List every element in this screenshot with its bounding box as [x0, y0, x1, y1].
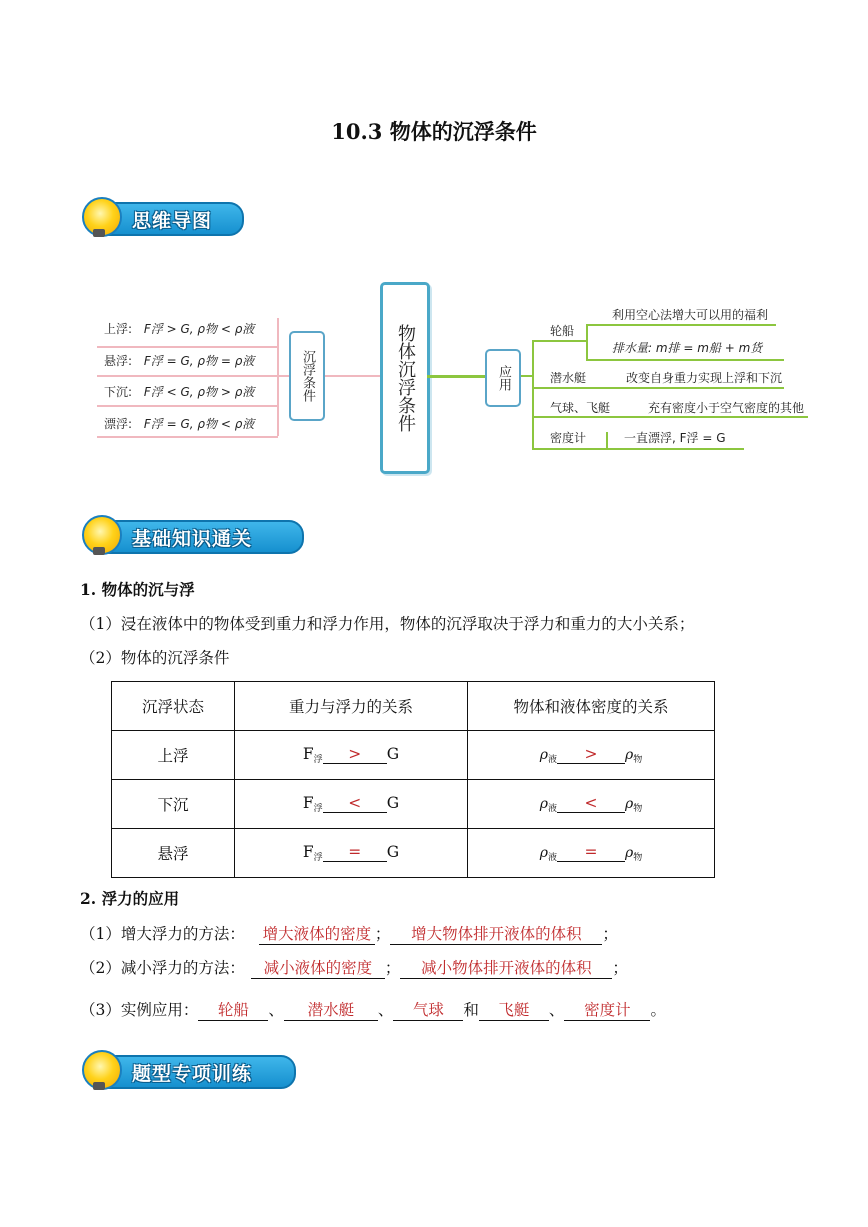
paragraph: （1）浸在液体中的物体受到重力和浮力作用，物体的沉浮取决于浮力和重力的大小关系；: [80, 615, 695, 633]
section-banner-basics: [82, 515, 304, 555]
table-row: [112, 731, 715, 780]
conditions-table: [111, 681, 715, 878]
paragraph-examples: （3）实例应用： 轮船 、 潜水艇 、 气球 和 飞艇 、 密度计 。: [80, 998, 666, 1021]
force-cell: $F_浮 > G$: [235, 731, 468, 780]
answer-blank: >: [557, 745, 625, 764]
mindmap-right-item: 气球、飞艇: [550, 401, 611, 415]
answer-blank: 潜水艇: [284, 998, 378, 1021]
answer-blank: 减小物体排开液体的体积: [400, 956, 612, 979]
mindmap-detail: 改变自身重力实现上浮和下沉: [626, 371, 783, 385]
answer-blank: 密度计: [564, 998, 650, 1021]
section-title: 基础知识通关: [132, 528, 253, 550]
section-title: 题型专项训练: [132, 1063, 253, 1085]
answer-blank: >: [323, 745, 387, 764]
mind-map: [0, 0, 868, 480]
force-cell: $F_浮 < G$: [235, 780, 468, 829]
section-banner-training: [82, 1050, 296, 1090]
table-row: [112, 829, 715, 878]
paragraph-increase: （1）增大浮力的方法： 增大液体的密度 ； 增大物体排开液体的体积 ；: [80, 922, 618, 945]
section-heading: 1. 物体的沉与浮: [80, 580, 195, 599]
answer-blank: 轮船: [198, 998, 268, 1021]
table-header: 沉浮状态: [112, 682, 235, 731]
mindmap-right-item: 潜水艇: [550, 371, 587, 385]
paragraph: （2）物体的沉浮条件: [80, 649, 230, 667]
state-cell: 悬浮: [112, 829, 235, 878]
page-title: 10.3 物体的沉浮条件: [331, 119, 537, 144]
mindmap-left-item: 下沉: F浮 < G, ρ物 > ρ液: [104, 385, 255, 399]
answer-blank: <: [557, 794, 625, 813]
section-title: 思维导图: [132, 210, 213, 232]
table-header-row: [112, 682, 715, 731]
mindmap-right-item: 轮船: [550, 324, 575, 338]
mindmap-detail: 充有密度小于空气密度的其他: [648, 401, 805, 415]
mindmap-node-conditions: 沉浮条件: [289, 331, 325, 421]
section-heading: 2. 浮力的应用: [80, 889, 180, 908]
density-cell: $\rho_液 > \rho_物$: [468, 731, 715, 780]
density-cell: $\rho_液 < \rho_物$: [468, 780, 715, 829]
paragraph-decrease: （2）减小浮力的方法： 减小液体的密度 ； 减小物体排开液体的体积 ；: [80, 956, 628, 979]
answer-blank: =: [557, 843, 625, 862]
answer-blank: 增大液体的密度: [259, 922, 375, 945]
answer-blank: =: [323, 843, 387, 862]
force-cell: $F_浮 = G$: [235, 829, 468, 878]
answer-blank: 气球: [393, 998, 463, 1021]
mindmap-node-applications: 应用: [485, 349, 521, 407]
table-header: 重力与浮力的关系: [235, 682, 468, 731]
density-cell: $\rho_液 = \rho_物$: [468, 829, 715, 878]
mindmap-left-item: 悬浮: F浮 = G, ρ物 = ρ液: [104, 354, 255, 368]
table-row: [112, 780, 715, 829]
answer-blank: <: [323, 794, 387, 813]
mindmap-detail: 排水量: m排 = m船 + m货: [612, 341, 763, 355]
answer-blank: 增大物体排开液体的体积: [390, 922, 602, 945]
state-cell: 下沉: [112, 780, 235, 829]
mindmap-center-node: 物体沉浮条件: [380, 282, 430, 474]
state-cell: 上浮: [112, 731, 235, 780]
mindmap-detail: 一直漂浮, F浮 = G: [624, 431, 726, 445]
mindmap-left-item: 漂浮: F浮 = G, ρ物 < ρ液: [104, 417, 255, 431]
mindmap-left-item: 上浮: F浮 > G, ρ物 < ρ液: [104, 322, 255, 336]
answer-blank: 减小液体的密度: [251, 956, 385, 979]
mindmap-detail: 利用空心法增大可以用的福利: [612, 308, 769, 322]
answer-blank: 飞艇: [479, 998, 549, 1021]
table-header: 物体和液体密度的关系: [468, 682, 715, 731]
mindmap-right-item: 密度计: [550, 431, 587, 445]
